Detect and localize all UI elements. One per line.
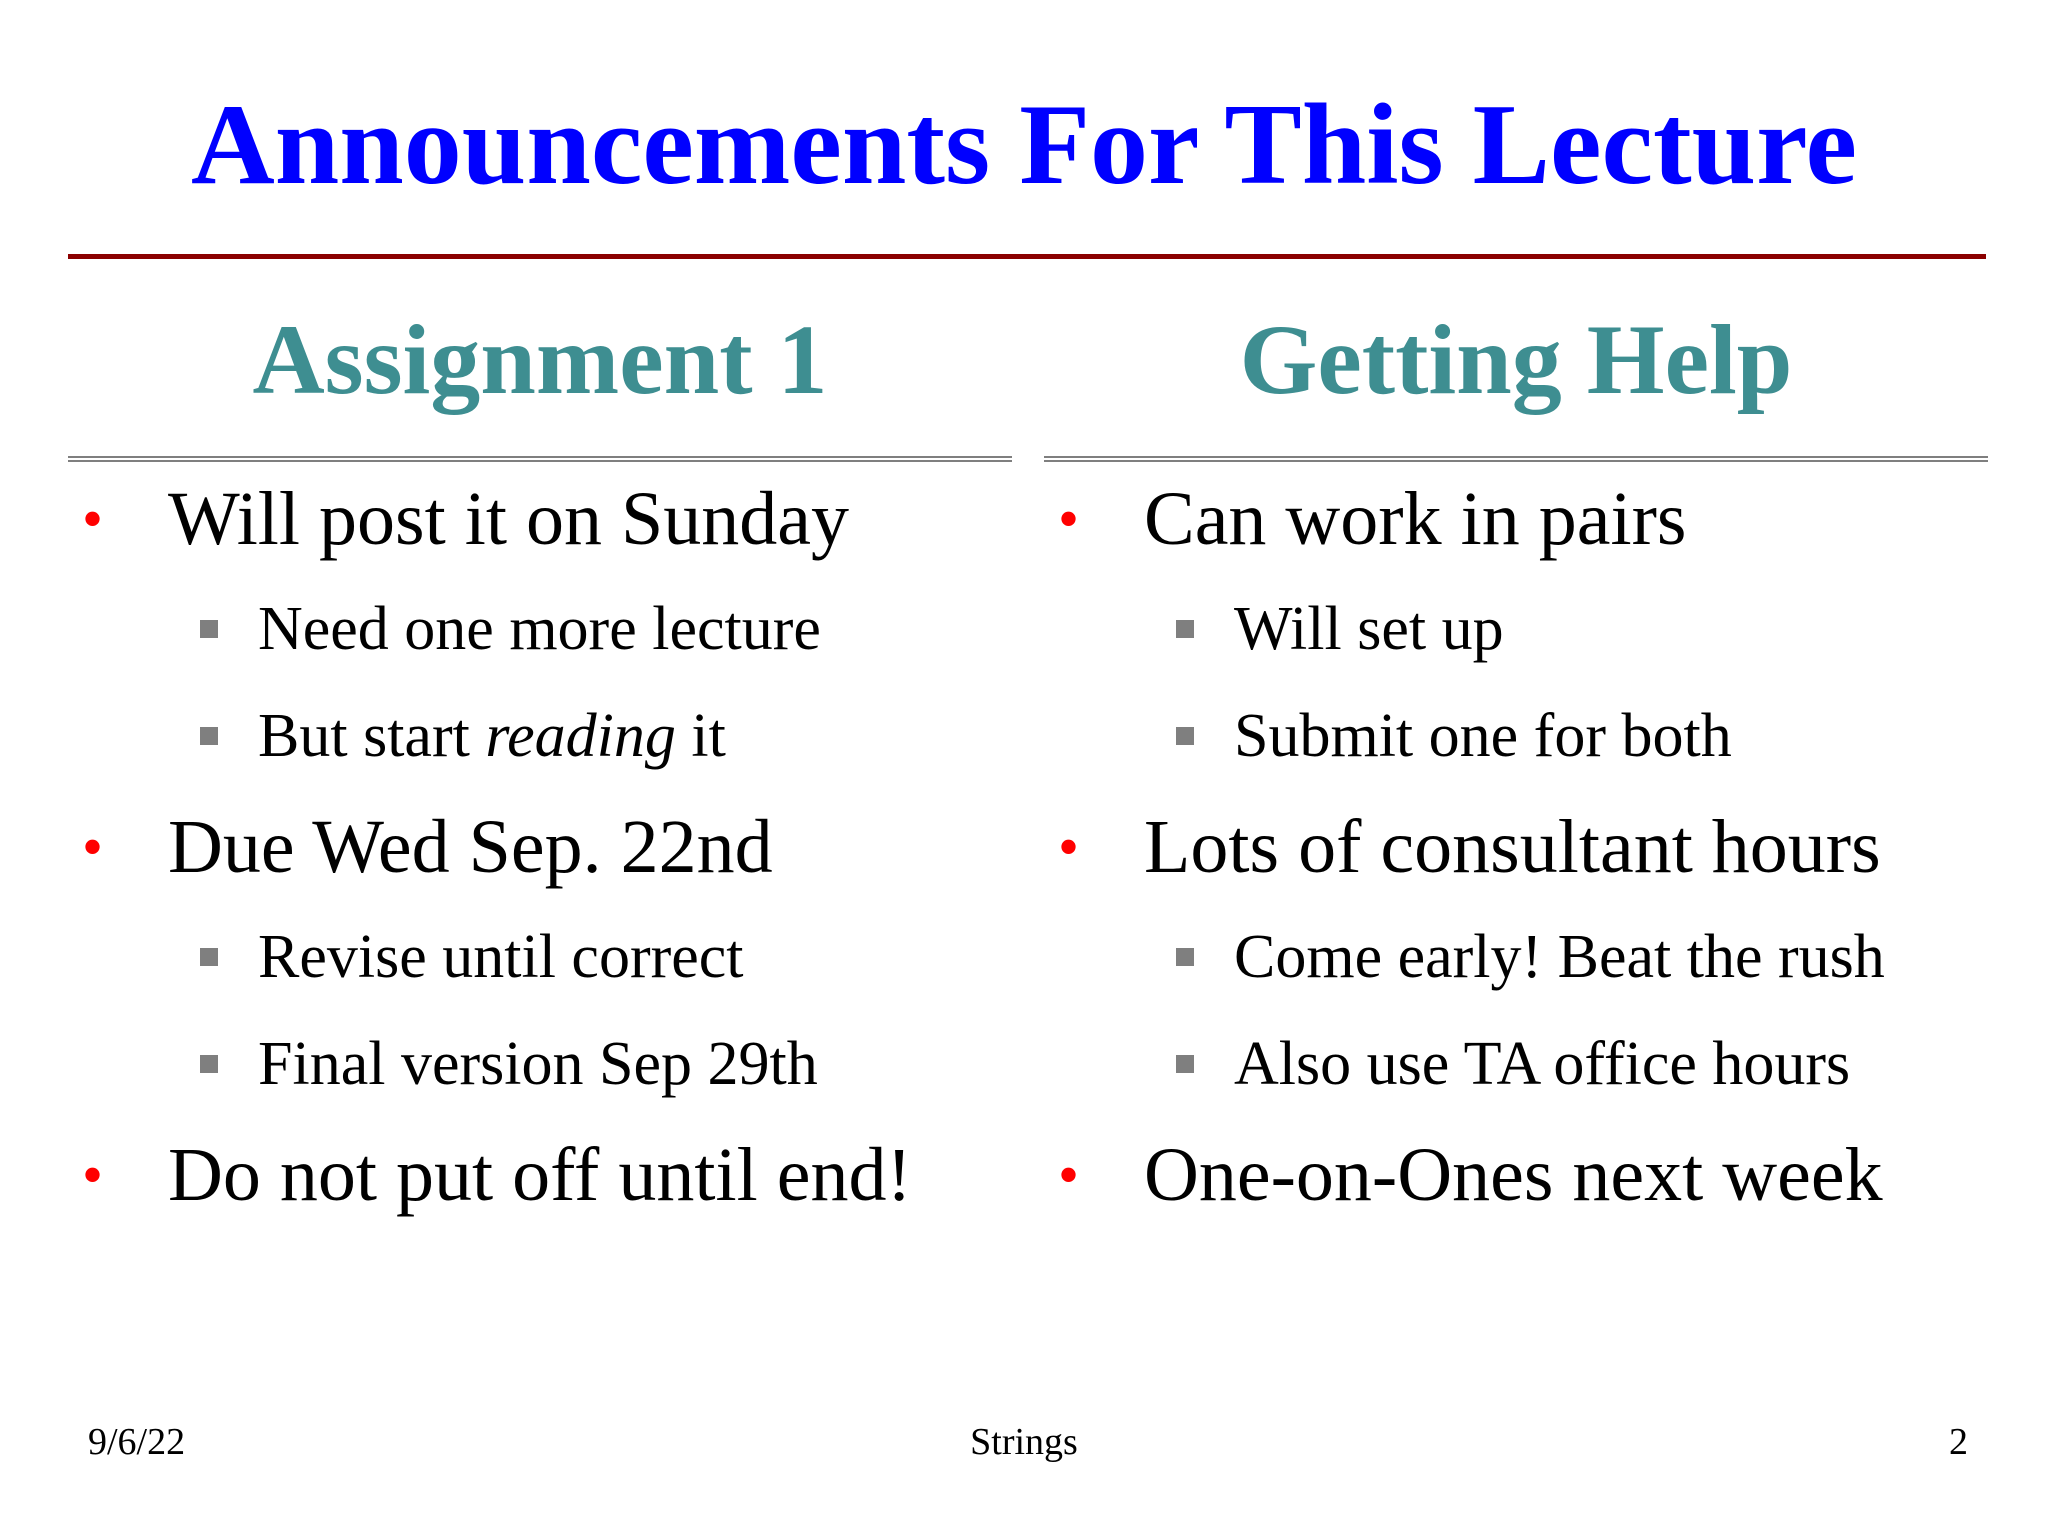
square-bullet-icon [200, 1055, 218, 1073]
bullet-item [68, 790, 1012, 1118]
getting-help-column [1044, 290, 1988, 1232]
footer-date: 9/6/22 [88, 1421, 186, 1463]
sub-bullet-text-after: it [675, 702, 726, 770]
bullet-text: Will post it on Sunday [168, 477, 849, 561]
bullet-text: Do not put off until end! [168, 1133, 912, 1217]
slide-title: Announcements For This Lecture [191, 81, 1857, 209]
sub-bullet-text: Submit one for both [1234, 702, 1732, 770]
assignment-column [68, 290, 1012, 1232]
sub-bullet-text: Will set up [1234, 595, 1504, 663]
square-bullet-icon [1176, 1055, 1194, 1073]
column-heading-assignment: Assignment 1 [252, 304, 828, 415]
sub-bullet-text: Need one more lecture [258, 595, 821, 663]
sub-bullet-item [68, 576, 1012, 683]
bullet-item [68, 1118, 1012, 1232]
sub-bullet-list [68, 904, 1012, 1118]
footer-topic: Strings [970, 1421, 1078, 1463]
bullet-dot-icon: • [1058, 486, 1080, 552]
bullet-item [68, 462, 1012, 790]
slide-number: 2 [1949, 1421, 1968, 1463]
bullet-dot-icon: • [82, 1142, 104, 1208]
bullet-item [1044, 1118, 1988, 1232]
bullet-text: Due Wed Sep. 22nd [168, 805, 773, 889]
sub-bullet-list [1044, 576, 1988, 790]
sub-bullet-item [68, 904, 1012, 1011]
square-bullet-icon [200, 948, 218, 966]
square-bullet-icon [1176, 948, 1194, 966]
bullet-list [68, 462, 1012, 1232]
sub-bullet-item [68, 683, 1012, 790]
sub-bullet-text: Come early! Beat the rush [1234, 923, 1885, 991]
sub-bullet-item [1044, 683, 1988, 790]
bullet-list [1044, 462, 1988, 1232]
bullet-item [1044, 462, 1988, 790]
bullet-text: Can work in pairs [1144, 477, 1687, 561]
bullet-dot-icon: • [82, 486, 104, 552]
sub-bullet-text-before: But start [258, 702, 486, 770]
sub-bullet-item [1044, 1011, 1988, 1118]
bullet-dot-icon: • [1058, 814, 1080, 880]
bullet-item [1044, 790, 1988, 1118]
column-heading-getting-help: Getting Help [1239, 304, 1793, 415]
square-bullet-icon [200, 620, 218, 638]
sub-bullet-text: Revise until correct [258, 923, 744, 991]
bullet-text: Lots of consultant hours [1144, 805, 1881, 889]
bullet-text: One-on-Ones next week [1144, 1133, 1883, 1217]
title-divider [68, 254, 1986, 259]
sub-bullet-item [68, 1011, 1012, 1118]
sub-bullet-list [1044, 904, 1988, 1118]
bullet-dot-icon: • [82, 814, 104, 880]
sub-bullet-item [1044, 904, 1988, 1011]
bullet-dot-icon: • [1058, 1142, 1080, 1208]
sub-bullet-list [68, 576, 1012, 790]
square-bullet-icon [200, 727, 218, 745]
square-bullet-icon [1176, 620, 1194, 638]
sub-bullet-emphasis: reading [485, 702, 676, 770]
sub-bullet-text: Final version Sep 29th [258, 1030, 818, 1098]
sub-bullet-item [1044, 576, 1988, 683]
square-bullet-icon [1176, 727, 1194, 745]
sub-bullet-text: Also use TA office hours [1234, 1030, 1851, 1098]
